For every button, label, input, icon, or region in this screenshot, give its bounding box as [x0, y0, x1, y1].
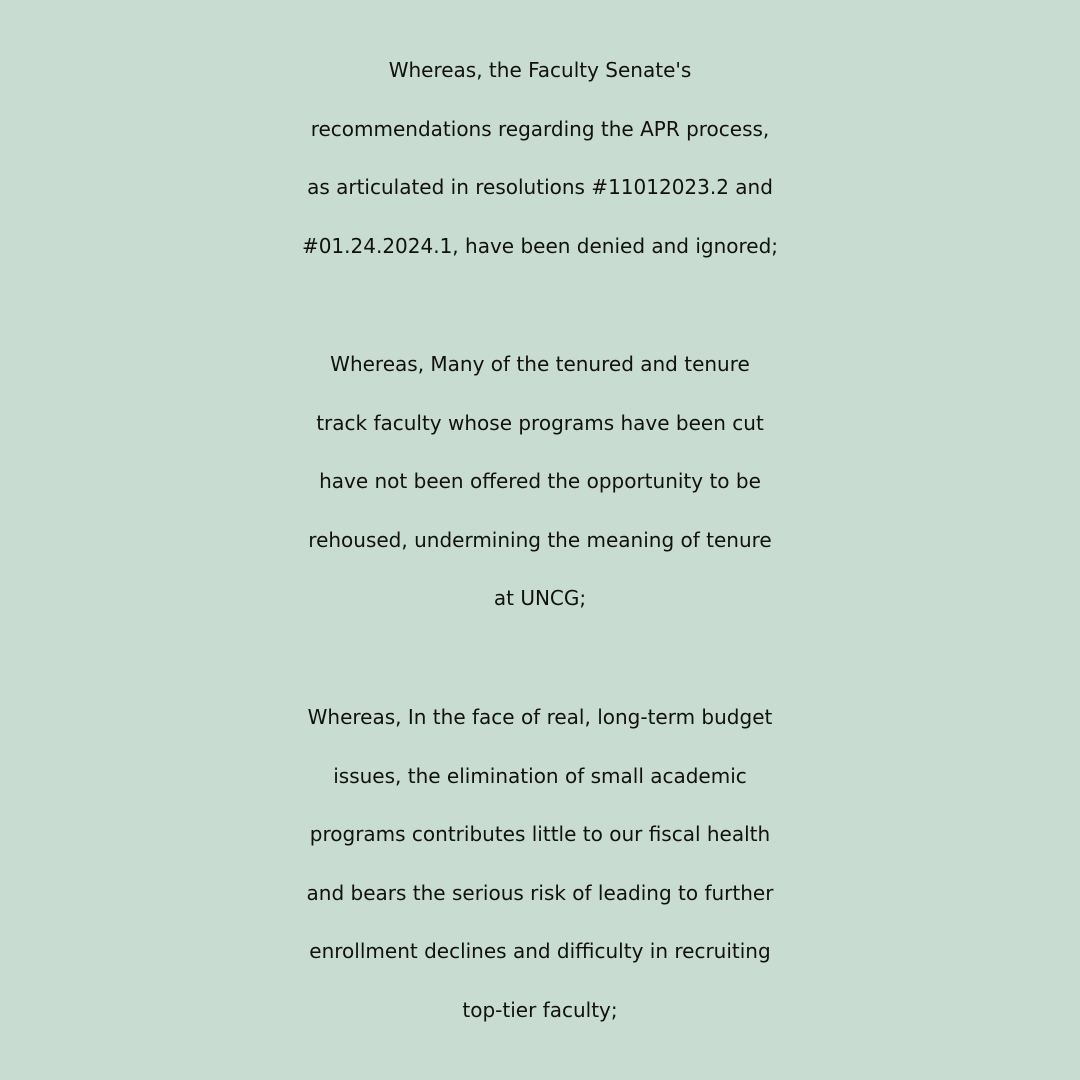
text-line: and bears the serious risk of leading to further	[306, 880, 774, 905]
whereas-clause-tenure-rehousing	[0, 335, 1080, 628]
text-line: rehoused, undermining the meaning of tenure	[308, 527, 772, 552]
text-line: have not been offered the opportunity to be	[319, 469, 761, 493]
text-line: recommendations regarding the APR process,	[310, 116, 770, 141]
whereas-clause-budget-impact	[0, 688, 1080, 1039]
text-line: Whereas, Many of the tenured and tenure	[330, 352, 750, 376]
text-line: issues, the elimination of small academic	[333, 763, 747, 788]
text-line: as articulated in resolutions #11012023.2 and	[307, 175, 773, 199]
text-line: programs contributes little to our fiscal health	[309, 822, 771, 846]
whereas-clause-apr-recommendations	[0, 41, 1080, 275]
text-line: top-tier faculty;	[462, 997, 618, 1022]
text-line: track faculty whose programs have been cut	[316, 410, 764, 435]
text-line: at UNCG;	[493, 586, 587, 610]
text-line: #01.24.2024.1, have been denied and ignored;	[301, 233, 779, 258]
text-line: Whereas, the Faculty Senate's	[388, 58, 692, 82]
text-line: enrollment declines and difficulty in recruiting	[309, 939, 771, 963]
text-line: Whereas, In the face of real, long-term budget	[307, 705, 773, 729]
